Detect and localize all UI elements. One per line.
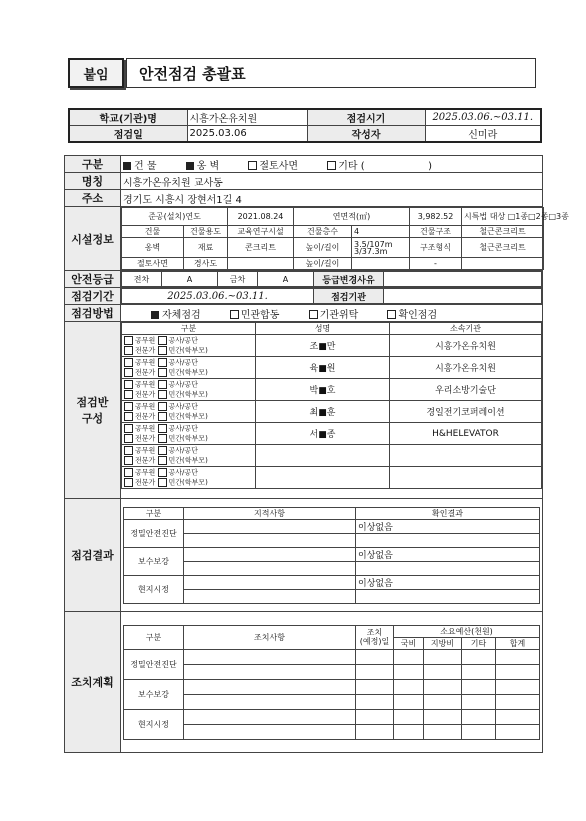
plan-row-cell <box>462 649 496 664</box>
check-on-icon <box>186 162 194 170</box>
team-kind-option: 민간(학부모) <box>168 390 208 398</box>
school-label: 학교(기관)명 <box>69 109 187 126</box>
structure-label: 건물구조 <box>410 226 462 238</box>
result-row-confirm: 이상없음 <box>356 547 540 561</box>
category-wall: 옹 벽 <box>196 160 220 172</box>
author-label: 작성자 <box>307 126 425 143</box>
method-label: 점검방법 <box>65 305 121 322</box>
plan-row-cell <box>424 664 462 679</box>
category-label: 구분 <box>65 156 121 173</box>
team-row <box>122 401 542 423</box>
plan-col-budget: 소요예산(천원) <box>394 625 540 637</box>
team-row-org: 시흥가온유치원 <box>390 335 542 357</box>
result-row <box>124 589 540 603</box>
plan-row-cell <box>394 724 424 739</box>
team-kind-option: 공사/공단 <box>168 358 198 367</box>
check-on-icon <box>151 311 159 319</box>
checkbox-icon <box>158 446 167 455</box>
height-value: 3.5/107m 3/37.3m <box>352 238 410 258</box>
team-row <box>122 335 542 357</box>
team-row-kind <box>122 445 256 467</box>
plan-row-cell <box>394 649 424 664</box>
team-row-kind <box>122 467 256 489</box>
team-row-name: 육■원 <box>256 357 390 379</box>
team-row-org <box>390 445 542 467</box>
type-value: 철근콘크리트 <box>462 238 544 258</box>
checkbox-icon <box>309 310 318 319</box>
special-label: 시특법 대상 <box>464 212 506 221</box>
checkbox-icon <box>158 380 167 389</box>
checkbox-icon <box>327 161 336 170</box>
team-row-org <box>390 467 542 489</box>
team-kind-option: 공사/공단 <box>168 402 198 411</box>
plan-row-kind: 현지시정 <box>124 709 184 739</box>
plan-col-kind: 구분 <box>124 625 184 649</box>
plan-row-cell <box>184 664 356 679</box>
plan-row-cell <box>394 694 424 709</box>
team-kind-option: 전문가 <box>135 456 156 464</box>
author-value: 신미라 <box>425 126 541 143</box>
team-kind-option: 공무원 <box>135 380 156 389</box>
result-row-kind: 보수보강 <box>124 547 184 575</box>
plan-row-cell <box>394 664 424 679</box>
team-col-name: 성명 <box>256 323 390 335</box>
team-kind-option: 민간(학부모) <box>168 456 208 464</box>
plan-col-date-b: (예정)일 <box>359 637 390 646</box>
team-kind-option: 민간(학부모) <box>168 434 208 442</box>
team-kind-option: 공무원 <box>135 358 156 367</box>
appendix-tag-label: 붙임 <box>83 67 109 83</box>
height-label: 높이/길이 <box>294 238 352 258</box>
checkbox-icon <box>124 390 133 399</box>
plan-col-date-a: 조치 <box>366 628 383 637</box>
category-options <box>121 156 543 173</box>
area-label: 연면적(㎡) <box>294 208 410 226</box>
checkbox-icon <box>124 434 133 443</box>
address-label: 주소 <box>65 190 121 207</box>
team-kind-option: 공사/공단 <box>168 424 198 433</box>
grade-change-label: 등급변경사유 <box>314 272 384 287</box>
school-value: 시흥가온유치원 <box>187 109 307 126</box>
structure-value: 철근콘크리트 <box>462 226 544 238</box>
appendix-tag <box>68 58 124 88</box>
result-row-finding <box>184 519 356 533</box>
plan-row-cell <box>496 709 540 724</box>
result-table <box>123 507 540 604</box>
result-row <box>124 561 540 575</box>
team-row-kind <box>122 423 256 445</box>
team-row-org: H&HELEVATOR <box>390 423 542 445</box>
date-value: 2025.03.06 <box>187 126 307 143</box>
material-value: 콘크리트 <box>228 238 294 258</box>
slope-label: 절토사면 <box>122 258 184 270</box>
checkbox-icon <box>158 424 167 433</box>
plan-row-cell <box>496 724 540 739</box>
completion-value: 2021.08.24 <box>228 208 294 226</box>
inspection-period-label: 점검기간 <box>65 288 121 305</box>
team-row-name: 최■훈 <box>256 401 390 423</box>
plan-row-cell <box>184 709 356 724</box>
plan-row-cell <box>184 724 356 739</box>
team-kind-option: 공사/공단 <box>168 336 198 345</box>
checkbox-icon <box>158 468 167 477</box>
method-outsourced: 기관위탁 <box>319 309 359 321</box>
result-row-finding <box>184 575 356 589</box>
result-row-finding <box>184 561 356 575</box>
team-row <box>122 357 542 379</box>
plan-row-cell <box>462 724 496 739</box>
name-value: 시흥가온유치원 교사동 <box>121 173 543 190</box>
plan-row-cell <box>496 664 540 679</box>
team-kind-option: 공사/공단 <box>168 380 198 389</box>
checkbox-icon <box>158 336 167 345</box>
category-other: 기타 ( <box>338 160 365 172</box>
checkbox-icon <box>124 358 133 367</box>
page-title-text: 안전점검 총괄표 <box>139 64 246 83</box>
team-row <box>122 445 542 467</box>
grade-curr: A <box>258 272 314 287</box>
grade-prev: A <box>162 272 218 287</box>
result-row-confirm <box>356 561 540 575</box>
plan-row-kind: 보수보강 <box>124 679 184 709</box>
checkbox-icon <box>124 412 133 421</box>
grade-label: 안전등급 <box>65 271 121 288</box>
checkbox-icon <box>158 346 167 355</box>
check-on-icon <box>123 162 131 170</box>
plan-row-cell <box>496 694 540 709</box>
checkbox-icon <box>158 402 167 411</box>
team-kind-option: 민간(학부모) <box>168 478 208 486</box>
plan-row <box>124 679 540 694</box>
plan-row <box>124 724 540 739</box>
team-kind-option: 공무원 <box>135 336 156 345</box>
result-label: 점검결과 <box>65 499 121 612</box>
period-value: 2025.03.06.~03.11. <box>425 109 541 126</box>
result-row-confirm: 이상없음 <box>356 575 540 589</box>
checkbox-icon <box>124 456 133 465</box>
checkbox-icon <box>124 336 133 345</box>
plan-table <box>123 625 540 740</box>
plan-col-sum: 합계 <box>496 637 540 649</box>
team-kind-option: 전문가 <box>135 346 156 354</box>
plan-row-cell <box>496 649 540 664</box>
building-label: 건물 <box>122 226 184 238</box>
plan-col-action: 조치사항 <box>184 625 356 649</box>
team-table <box>121 322 542 489</box>
plan-row-cell <box>356 709 394 724</box>
team-row-kind <box>122 335 256 357</box>
plan-row-cell <box>394 709 424 724</box>
plan-col-nat: 국비 <box>394 637 424 649</box>
plan-row <box>124 694 540 709</box>
team-label <box>65 322 121 499</box>
checkbox-icon <box>158 478 167 487</box>
checkbox-icon <box>158 412 167 421</box>
team-row-org: 우리소방기술단 <box>390 379 542 401</box>
team-row-name: 조■만 <box>256 335 390 357</box>
retaining-label: 옹벽 <box>122 238 184 258</box>
area-value: 3,982.52 <box>410 208 462 226</box>
checkbox-icon <box>124 402 133 411</box>
result-row-kind: 현지시정 <box>124 575 184 603</box>
category-other-close: ) <box>364 160 433 172</box>
result-row <box>124 575 540 589</box>
slope-height-label: 높이/길이 <box>294 258 352 270</box>
team-row-org: 경일전기코퍼레이션 <box>390 401 542 423</box>
grade-prev-label: 전차 <box>122 272 162 287</box>
result-row-confirm <box>356 589 540 603</box>
result-row-finding <box>184 547 356 561</box>
plan-col-other: 기타 <box>462 637 496 649</box>
result-row-confirm: 이상없음 <box>356 519 540 533</box>
checkbox-icon <box>158 456 167 465</box>
page-title <box>126 58 536 88</box>
type-label: 구조형식 <box>410 238 462 258</box>
checkbox-icon <box>124 478 133 487</box>
category-building: 건 물 <box>134 160 157 172</box>
date-label: 점검일 <box>69 126 187 143</box>
team-kind-option: 공사/공단 <box>168 446 198 455</box>
checkbox-icon <box>124 380 133 389</box>
team-row-name: 박■호 <box>256 379 390 401</box>
plan-row-cell <box>462 709 496 724</box>
floors-label: 건물층수 <box>294 226 352 238</box>
team-label-b: 구성 <box>81 412 104 425</box>
team-row-kind <box>122 379 256 401</box>
team-kind-option: 공사/공단 <box>168 468 198 477</box>
plan-row-cell <box>184 649 356 664</box>
slope-kind-label: 경사도 <box>184 258 228 270</box>
summary-table <box>68 108 542 143</box>
team-label-a: 점검반 <box>76 396 109 409</box>
plan-col-local: 지방비 <box>424 637 462 649</box>
team-kind-option: 전문가 <box>135 412 156 420</box>
plan-col-date <box>356 625 394 649</box>
team-row-org: 시흥가온유치원 <box>390 357 542 379</box>
team-col-org: 소속기관 <box>390 323 542 335</box>
facility-label: 시설정보 <box>65 207 121 271</box>
team-kind-option: 전문가 <box>135 368 156 376</box>
team-kind-option: 전문가 <box>135 434 156 442</box>
result-row-finding <box>184 589 356 603</box>
use-value: 교육연구시설 <box>228 226 294 238</box>
plan-row-cell <box>184 679 356 694</box>
checkbox-icon <box>158 390 167 399</box>
checkbox-icon <box>387 310 396 319</box>
result-row <box>124 519 540 533</box>
checkbox-icon <box>124 468 133 477</box>
inspection-period-value: 2025.03.06.~03.11. <box>122 289 314 304</box>
team-kind-option: 민간(학부모) <box>168 368 208 376</box>
plan-row-cell <box>462 664 496 679</box>
address-value: 경기도 시흥시 장현서1길 4 <box>121 190 543 207</box>
plan-row-cell <box>424 724 462 739</box>
plan-row-cell <box>424 649 462 664</box>
team-col-kind: 구분 <box>122 323 256 335</box>
method-self: 자체점검 <box>162 309 201 321</box>
checkbox-icon <box>248 161 257 170</box>
name-label: 명칭 <box>65 173 121 190</box>
checkbox-icon <box>124 424 133 433</box>
result-row-confirm <box>356 533 540 547</box>
use-label: 건물용도 <box>184 226 228 238</box>
special-value: □1종□2종□3종 <box>507 212 569 221</box>
checkbox-icon <box>124 346 133 355</box>
plan-row-cell <box>496 679 540 694</box>
completion-label: 준공(설치)연도 <box>122 208 228 226</box>
plan-row-cell <box>356 679 394 694</box>
method-joint: 민관합동 <box>240 309 280 321</box>
main-table <box>64 155 569 753</box>
team-kind-option: 공무원 <box>135 424 156 433</box>
team-kind-option: 공무원 <box>135 446 156 455</box>
plan-row <box>124 709 540 724</box>
material-label: 재료 <box>184 238 228 258</box>
plan-row-cell <box>394 679 424 694</box>
plan-row <box>124 664 540 679</box>
plan-row-cell <box>356 664 394 679</box>
plan-row-cell <box>462 694 496 709</box>
grade-curr-label: 금차 <box>218 272 258 287</box>
plan-row-kind: 정밀안전진단 <box>124 649 184 679</box>
checkbox-icon <box>124 446 133 455</box>
result-row-kind: 정밀안전진단 <box>124 519 184 547</box>
agency-label: 점검기관 <box>314 289 384 304</box>
team-row <box>122 379 542 401</box>
team-kind-option: 전문가 <box>135 478 156 486</box>
team-row-name: 서■종 <box>256 423 390 445</box>
plan-row-cell <box>356 694 394 709</box>
team-row-kind <box>122 357 256 379</box>
category-slope: 절토사면 <box>259 160 299 172</box>
plan-row <box>124 649 540 664</box>
result-col-kind: 구분 <box>124 507 184 519</box>
checkbox-icon <box>158 368 167 377</box>
team-kind-option: 공무원 <box>135 468 156 477</box>
result-col-finding: 지적사항 <box>184 507 356 519</box>
plan-row-cell <box>356 724 394 739</box>
special-field <box>462 208 569 226</box>
method-verify: 확인점검 <box>398 309 438 321</box>
slope-dash: - <box>410 258 462 270</box>
plan-label: 조치계획 <box>65 612 121 753</box>
period-label: 점검시기 <box>307 109 425 126</box>
team-row-kind <box>122 401 256 423</box>
checkbox-icon <box>124 368 133 377</box>
team-kind-option: 전문가 <box>135 390 156 398</box>
result-row <box>124 547 540 561</box>
plan-row-cell <box>424 709 462 724</box>
floors-value: 4 <box>352 226 410 238</box>
team-row <box>122 467 542 489</box>
team-kind-option: 민간(학부모) <box>168 346 208 354</box>
plan-row-cell <box>184 694 356 709</box>
result-col-confirm: 확인결과 <box>356 507 540 519</box>
team-row-name <box>256 445 390 467</box>
plan-row-cell <box>424 694 462 709</box>
team-kind-option: 공무원 <box>135 402 156 411</box>
plan-row-cell <box>462 679 496 694</box>
method-options <box>121 305 543 322</box>
checkbox-icon <box>158 358 167 367</box>
plan-row-cell <box>356 649 394 664</box>
team-row-name <box>256 467 390 489</box>
plan-row-cell <box>424 679 462 694</box>
checkbox-icon <box>158 434 167 443</box>
checkbox-icon <box>230 310 239 319</box>
result-row-finding <box>184 533 356 547</box>
result-row <box>124 533 540 547</box>
team-row <box>122 423 542 445</box>
team-kind-option: 민간(학부모) <box>168 412 208 420</box>
facility-table <box>121 207 569 270</box>
